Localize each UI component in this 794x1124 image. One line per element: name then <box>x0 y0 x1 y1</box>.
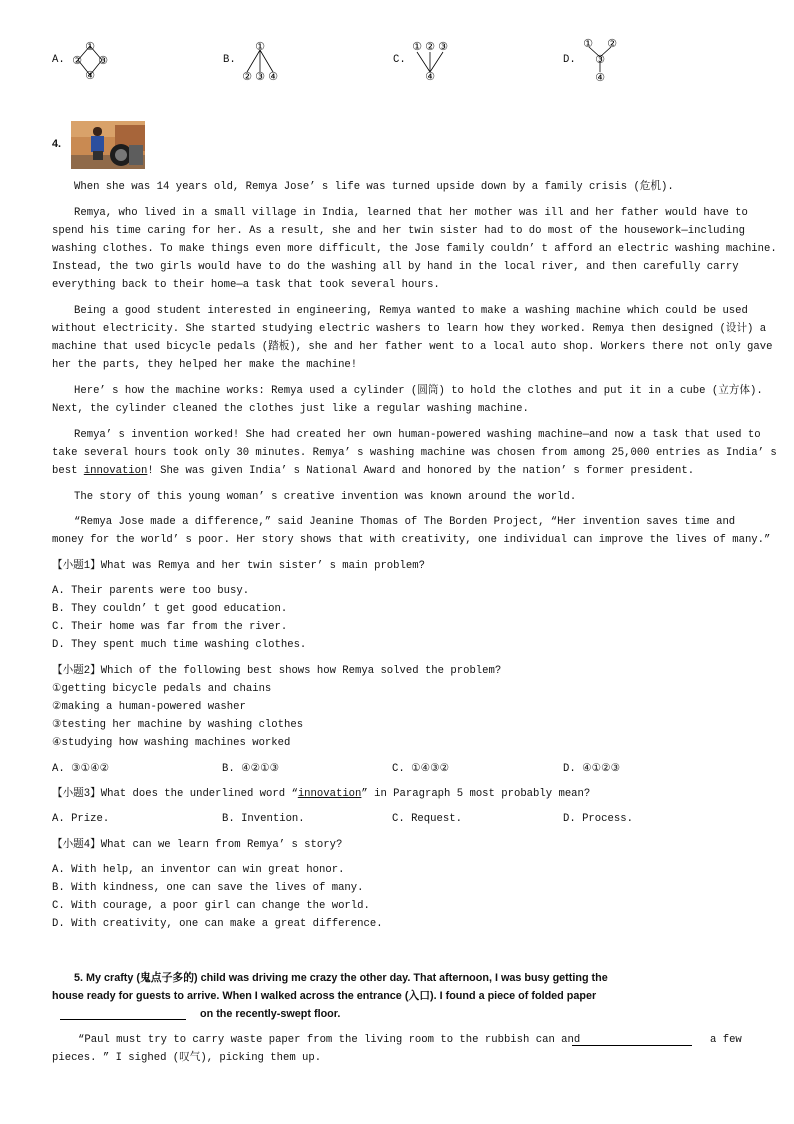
passage-line: When she was 14 years old, Remya Jose’ s life was turned upside down by a family crisis (危机). <box>74 181 674 193</box>
sub3-option-b[interactable]: B. Invention. <box>222 813 305 825</box>
node-3: ③ <box>438 40 448 53</box>
passage-line: Remya’ s invention worked! She had created her own human-powered washing machine—and now a task that used to <box>74 429 761 441</box>
passage-line: money for the world’ s poor. Her story shows that with creativity, one individual can improve the lives of many.” <box>52 534 771 546</box>
node-2: ② <box>72 54 82 67</box>
passage-line: machine that used bicycle pedals (踏板), she and her father went to a local auto shop. Workers there not only gave <box>52 341 773 353</box>
node-2: ② <box>425 40 435 53</box>
q5-line-4-end: a few <box>710 1034 742 1046</box>
node-3: ③ <box>98 54 108 67</box>
diagram-option-a-label: A. <box>52 54 65 66</box>
sub2-option-d[interactable]: D. ④①②③ <box>563 763 621 775</box>
node-1: ① <box>85 40 95 53</box>
node-1: ① <box>255 40 265 53</box>
node-3: ③ <box>595 53 605 66</box>
sub2-step-4: ④studying how washing machines worked <box>52 737 291 749</box>
passage-line: “Remya Jose made a difference,” said Jeanine Thomas of The Borden Project, “Her invention saves time and <box>74 516 736 528</box>
sub2-step-2: ②making a human-powered washer <box>52 701 246 713</box>
node-4: ④ <box>85 69 95 82</box>
passage-line: without electricity. She started studying electric washers to learn how they worked. Remya then designed (设计) a <box>52 323 767 335</box>
node-2: ② <box>242 70 252 83</box>
q5-blank-2[interactable] <box>572 1045 692 1046</box>
sub2-step-1: ①getting bicycle pedals and chains <box>52 683 272 695</box>
underlined-word-innovation: innovation <box>83 465 148 477</box>
node-3: ③ <box>255 70 265 83</box>
node-1: ① <box>583 37 593 50</box>
question-4-number: 4. <box>52 138 62 150</box>
diagram-option-c-label: C. <box>393 54 406 66</box>
sub2-option-b[interactable]: B. ④②①③ <box>222 763 280 775</box>
passage-line-with-underline: best innovation! She was given India’ s National Award and honored by the nation’ s former president. <box>52 465 695 477</box>
passage-line: everything back to their home—a task that took several hours. <box>52 279 440 291</box>
node-1: ① <box>412 40 422 53</box>
passage-line: Here’ s how the machine works: Remya used a cylinder (圆筒) to hold the clothes and put it in a cube (立方体). <box>74 385 763 397</box>
underlined-word-innovation: innovation <box>297 788 362 800</box>
passage-line: her the parts, they helped her make the machine! <box>52 359 358 371</box>
diagram-option-a <box>66 38 116 84</box>
sub3-option-d[interactable]: D. Process. <box>563 813 633 825</box>
subquestion-4-prompt: 【小题4】What can we learn from Remya’ s story? <box>52 839 343 851</box>
diagram-option-d <box>576 36 626 86</box>
passage-line: Instead, the two girls would have to do the washing all by hand in the local river, and then carefully carry <box>52 261 739 273</box>
diagram-option-c <box>406 38 456 84</box>
sub3-option-c[interactable]: C. Request. <box>392 813 462 825</box>
node-4: ④ <box>425 70 435 83</box>
sub2-option-c[interactable]: C. ①④③② <box>392 763 450 775</box>
passage-line: take several hours took only 30 minutes. Remya’ s washing machine was chosen from among 25,000 entries as India’ s <box>52 447 777 459</box>
sub3-option-a[interactable]: A. Prize. <box>52 813 110 825</box>
sub4-option-d[interactable]: D. With creativity, one can make a great difference. <box>52 918 383 930</box>
passage-line: Being a good student interested in engineering, Remya wanted to make a washing machine which could be used <box>74 305 748 317</box>
q5-line-4: “Paul must try to carry waste paper from the living room to the rubbish can and <box>78 1034 581 1046</box>
sub2-option-a[interactable]: A. ③①④② <box>52 763 110 775</box>
subquestion-2-prompt: 【小题2】Which of the following best shows how Remya solved the problem? <box>52 665 502 677</box>
sub1-option-d[interactable]: D. They spent much time washing clothes. <box>52 639 307 651</box>
passage-line: Remya, who lived in a small village in India, learned that her mother was ill and her father would have to <box>74 207 748 219</box>
diagram-option-b <box>236 38 286 84</box>
diagram-option-b-label: B. <box>223 54 236 66</box>
sub1-option-c[interactable]: C. Their home was far from the river. <box>52 621 288 633</box>
node-4: ④ <box>268 70 278 83</box>
q5-blank-1[interactable] <box>60 1019 186 1020</box>
passage-line: The story of this young woman’ s creative invention was known around the world. <box>74 491 577 503</box>
diagram-option-d-label: D. <box>563 54 576 66</box>
sub4-option-a[interactable]: A. With help, an inventor can win great honor. <box>52 864 345 876</box>
node-4: ④ <box>595 71 605 84</box>
subquestion-3-prompt: 【小题3】What does the underlined word “innovation” in Paragraph 5 most probably mean? <box>52 788 591 800</box>
passage-line: washing clothes. To make things even more difficult, the Jose family couldn’ t afford an electric washing machine. <box>52 243 777 255</box>
passage-line: spend his time caring for her. As a result, she and her twin sister had to do most of the housework—including <box>52 225 745 237</box>
node-2: ② <box>607 37 617 50</box>
q5-line-1: 5. My crafty (鬼点子多的) child was driving me crazy the other day. That afternoon, I was busy getting the <box>74 972 608 984</box>
q5-line-3: on the recently-swept floor. <box>200 1008 341 1020</box>
sub4-option-b[interactable]: B. With kindness, one can save the lives of many. <box>52 882 364 894</box>
q5-line-5: pieces. ” I sighed (叹气), picking them up. <box>52 1052 322 1064</box>
remya-washer-photo <box>71 121 145 169</box>
sub4-option-c[interactable]: C. With courage, a poor girl can change the world. <box>52 900 370 912</box>
passage-line: Next, the cylinder cleaned the clothes just like a regular washing machine. <box>52 403 529 415</box>
subquestion-1-prompt: 【小题1】What was Remya and her twin sister’ s main problem? <box>52 560 425 572</box>
sub2-step-3: ③testing her machine by washing clothes <box>52 719 304 731</box>
q5-line-2: house ready for guests to arrive. When I walked across the entrance (入口). I found a piece of folded paper <box>52 990 597 1002</box>
sub1-option-a[interactable]: A. Their parents were too busy. <box>52 585 250 597</box>
sub1-option-b[interactable]: B. They couldn’ t get good education. <box>52 603 288 615</box>
